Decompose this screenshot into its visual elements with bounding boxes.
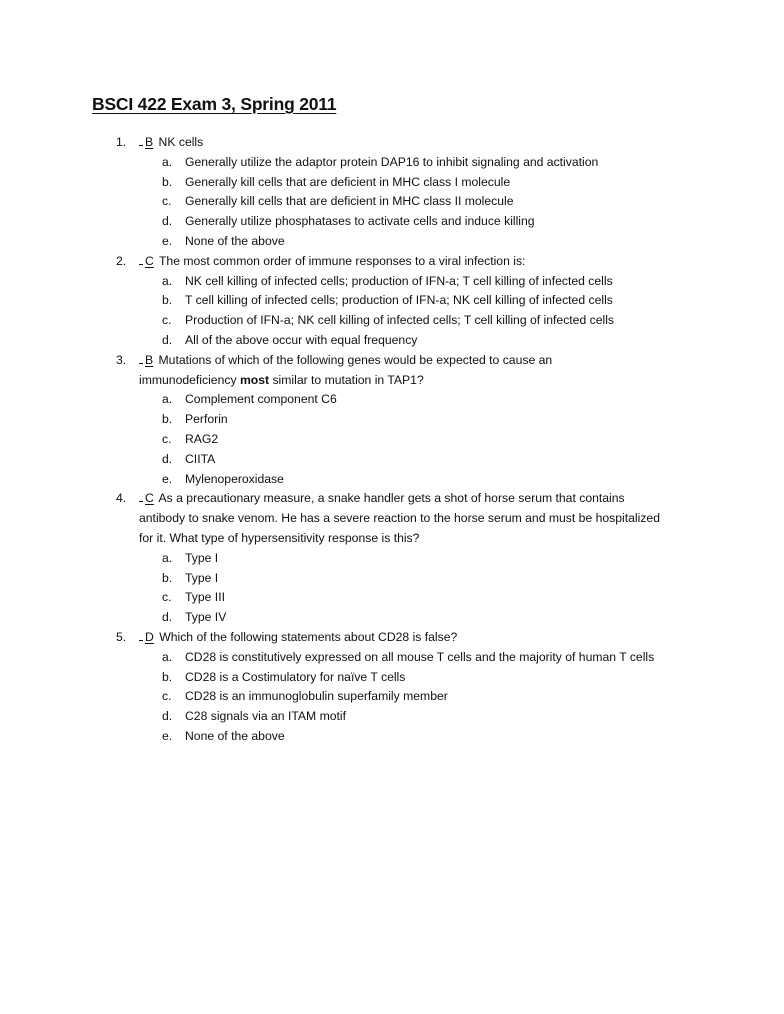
option-text: RAG2	[185, 431, 219, 446]
option-text: Type III	[185, 590, 225, 605]
stem-text-pre: immunodeficiency	[139, 372, 240, 387]
option-text: All of the above occur with equal frequency	[185, 332, 418, 347]
answer-option	[0, 311, 784, 331]
answer-option	[0, 212, 784, 232]
answer-option	[0, 687, 784, 707]
option-letter: e.	[162, 471, 173, 486]
question-number: 4.	[116, 491, 127, 506]
option-text: Type I	[185, 570, 219, 585]
option-text: None of the above	[185, 728, 285, 743]
option-letter: d.	[162, 451, 173, 466]
option-letter: b.	[162, 293, 173, 308]
option-letter: a.	[162, 273, 173, 288]
answer-letter: C	[145, 253, 154, 268]
answer-option	[0, 648, 784, 668]
option-text: Generally utilize the adaptor protein DAP16 to inhibit signaling and activation	[185, 154, 599, 169]
option-letter: a.	[162, 550, 173, 565]
option-text: Production of IFN-a; NK cell killing of infected cells; T cell killing of infected cells	[185, 313, 615, 328]
question	[0, 489, 784, 628]
answer-option	[0, 390, 784, 410]
question-stem	[139, 252, 525, 272]
option-letter: a.	[162, 649, 173, 664]
question-number: 2.	[116, 253, 127, 268]
option-letter: b.	[162, 412, 173, 427]
option-letter: c.	[162, 194, 172, 209]
answer-option	[0, 153, 784, 173]
option-text: Type I	[185, 550, 219, 565]
question-stem-line	[0, 628, 784, 648]
option-letter: b.	[162, 174, 173, 189]
option-letter: e.	[162, 233, 173, 248]
question-stem-line	[0, 133, 784, 153]
question-stem-line	[0, 489, 784, 509]
option-letter: c.	[162, 590, 172, 605]
option-letter: d.	[162, 332, 173, 347]
answer-option	[0, 707, 784, 727]
stem-text-post: similar to mutation in TAP1?	[269, 372, 424, 387]
answer-option	[0, 549, 784, 569]
answer-option	[0, 291, 784, 311]
question-number: 3.	[116, 352, 127, 367]
question-stem-line	[0, 252, 784, 272]
question	[0, 252, 784, 351]
answer-option	[0, 470, 784, 490]
answer-option	[0, 232, 784, 252]
question-stem	[139, 489, 625, 509]
option-text: CD28 is constitutively expressed on all mouse T cells and the majority of human T cells	[185, 649, 655, 664]
question-stem-text: NK cells	[158, 135, 204, 149]
option-text: C28 signals via an ITAM motif	[185, 709, 346, 724]
answer-option	[0, 410, 784, 430]
answer-option	[0, 608, 784, 628]
option-letter: a.	[162, 154, 173, 169]
question-number: 1.	[116, 135, 127, 149]
answer-option	[0, 331, 784, 351]
page-title: BSCI 422 Exam 3, Spring 2011	[92, 94, 337, 114]
option-text: CIITA	[185, 451, 216, 466]
stem-emphasis: most	[239, 372, 270, 387]
answer-option	[0, 450, 784, 470]
option-text: Perforin	[185, 412, 228, 427]
option-letter: d.	[162, 214, 173, 229]
answer-option	[0, 588, 784, 608]
question-stem	[139, 133, 203, 153]
question-stem-text: Mutations of which of the following genes would be expected to cause an	[158, 352, 553, 367]
option-text: NK cell killing of infected cells; production of IFN-a; T cell killing of infected cells	[185, 273, 613, 288]
option-letter: d.	[162, 610, 173, 625]
question-number: 5.	[116, 629, 127, 644]
option-letter: b.	[162, 669, 173, 684]
question	[0, 628, 784, 747]
option-text: CD28 is an immunoglobulin superfamily member	[185, 689, 448, 704]
option-text: Complement component C6	[185, 392, 337, 407]
option-letter: c.	[162, 313, 172, 328]
option-letter: a.	[162, 392, 173, 407]
question-stem-continuation: for it. What type of hypersensitivity response is this?	[139, 530, 420, 545]
answer-letter: C	[145, 491, 154, 506]
option-text: Generally kill cells that are deficient in MHC class II molecule	[185, 194, 514, 209]
question-stem-continuation	[0, 371, 784, 391]
option-text: Mylenoperoxidase	[185, 471, 284, 486]
question-stem-line	[0, 351, 784, 371]
option-text: Type IV	[185, 610, 227, 625]
option-text: Generally utilize phosphatases to activate cells and induce killing	[185, 214, 535, 229]
answer-option	[0, 727, 784, 747]
question	[0, 133, 784, 252]
question-list	[0, 133, 784, 747]
answer-option	[0, 272, 784, 292]
option-text: None of the above	[185, 233, 285, 248]
answer-letter: B	[145, 352, 154, 367]
question	[0, 351, 784, 490]
answer-letter: D	[145, 629, 154, 644]
question-stem	[139, 628, 457, 648]
option-letter: c.	[162, 431, 172, 446]
option-letter: b.	[162, 570, 173, 585]
option-text: Generally kill cells that are deficient in MHC class I molecule	[185, 174, 511, 189]
question-stem-continuation: antibody to snake venom. He has a severe reaction to the horse serum and must be hospitalized	[139, 511, 660, 526]
option-text: CD28 is a Costimulatory for naïve T cells	[185, 669, 406, 684]
option-letter: c.	[162, 689, 172, 704]
question-stem-text: As a precautionary measure, a snake handler gets a shot of horse serum that contains	[158, 491, 625, 506]
option-letter: d.	[162, 709, 173, 724]
question-stem-text: The most common order of immune responses to a viral infection is:	[158, 253, 526, 268]
question-stem	[139, 351, 552, 371]
question-stem-text: Which of the following statements about CD28 is false?	[159, 629, 458, 644]
answer-option	[0, 192, 784, 212]
answer-letter: B	[145, 135, 154, 149]
option-letter: e.	[162, 728, 173, 743]
option-text: T cell killing of infected cells; production of IFN-a; NK cell killing of infected cells	[185, 293, 613, 308]
answer-option	[0, 430, 784, 450]
answer-option	[0, 173, 784, 193]
answer-option	[0, 668, 784, 688]
answer-option	[0, 569, 784, 589]
